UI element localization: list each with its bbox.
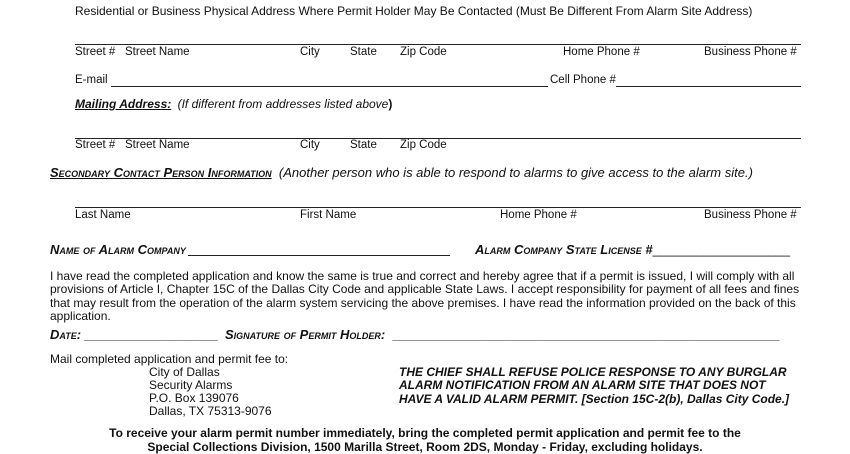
mail-to-line-1: City of Dallas (149, 365, 220, 379)
label-city: City (300, 46, 320, 58)
label-street-name-2: Street Name (125, 139, 190, 151)
label-zip-2: Zip Code (400, 139, 447, 151)
label-alarm-company-license (475, 243, 790, 256)
secondary-contact-line[interactable] (75, 207, 801, 208)
label-signature: Signature of Permit Holder: (224, 327, 386, 342)
mail-to-line-3: P.O. Box 139076 (149, 391, 239, 405)
label-city-2: City (300, 139, 320, 151)
label-state: State (350, 46, 377, 58)
label-cell-phone: Cell Phone # (550, 74, 616, 86)
mailing-address-heading (75, 98, 392, 111)
mailing-address-note-close: ) (388, 97, 393, 111)
label-street-name: Street Name (125, 46, 190, 58)
label-first-name: First Name (300, 209, 357, 221)
mail-to-line-2: Security Alarms (149, 378, 233, 392)
police-response-warning: THE CHIEF SHALL REFUSE POLICE RESPONSE TO ANY BURGLAR ALARM NOTIFICATION FROM AN ALARM SITE THAT DOES NOT HAVE A VALID ALARM PERMIT. [Section 15C-2(b), Dallas City Code.] (399, 365, 790, 406)
cell-phone-field[interactable] (616, 86, 801, 87)
mailing-address-note: (If different from addresses listed above (177, 97, 389, 111)
email-field[interactable] (111, 86, 548, 87)
label-date: Date: (50, 327, 82, 342)
label-zip: Zip Code (400, 46, 447, 58)
secondary-contact-title: Secondary Contact Person Information (50, 165, 272, 180)
label-secondary-business-phone: Business Phone # (704, 209, 797, 221)
footer-line-1: To receive your alarm permit number immediately, bring the completed permit application and permit fee to the (109, 426, 741, 440)
mailing-address-label: Mailing Address: (75, 97, 172, 111)
secondary-contact-note: (Another person who is able to respond to alarms to give access to the alarm site.) (278, 165, 753, 180)
footer-line-2: Special Collections Division, 1500 Marilla Street, Room 2DS, Monday - Friday, excluding holidays. (147, 440, 703, 454)
alarm-license-label-text: Alarm Company State License # (475, 242, 653, 257)
label-state-2: State (350, 139, 377, 151)
label-street-number: Street # (75, 46, 116, 58)
signature-field[interactable]: __________________________________________________________ (392, 328, 780, 342)
label-secondary-home-phone: Home Phone # (500, 209, 577, 221)
section-header-text: Residential or Business Physical Address Where Permit Holder May Be Contacted (Must Be Different From Alarm Site Address) (75, 4, 753, 18)
label-street-number-2: Street # (75, 139, 116, 151)
alarm-company-field[interactable] (188, 255, 450, 256)
label-alarm-company: Name of Alarm Company (50, 242, 186, 257)
date-signature-row (50, 328, 779, 343)
label-email: E-mail (75, 74, 108, 86)
alarm-license-blank[interactable]: ___________________ (652, 242, 790, 257)
mail-to-line-4: Dallas, TX 75313-9076 (149, 404, 272, 418)
address-line[interactable] (75, 44, 801, 45)
certification-paragraph: I have read the completed application and know the same is true and correct and hereby agree that if a permit is issued, I will comply with all provisions of Article I, Chapter 15C of the Dallas City Code and applicable State Laws. I accept responsibility for payment of all fees and fines that may result from the operation of the alarm system servicing the above premises. I have read the information provided on the back of this application. (50, 269, 800, 323)
date-field[interactable]: ____________________ (84, 328, 218, 342)
label-business-phone: Business Phone # (704, 46, 797, 58)
label-home-phone: Home Phone # (563, 46, 640, 58)
secondary-contact-heading (50, 166, 753, 181)
mail-to-intro: Mail completed application and permit fee to: (50, 352, 289, 366)
label-last-name: Last Name (75, 209, 131, 221)
